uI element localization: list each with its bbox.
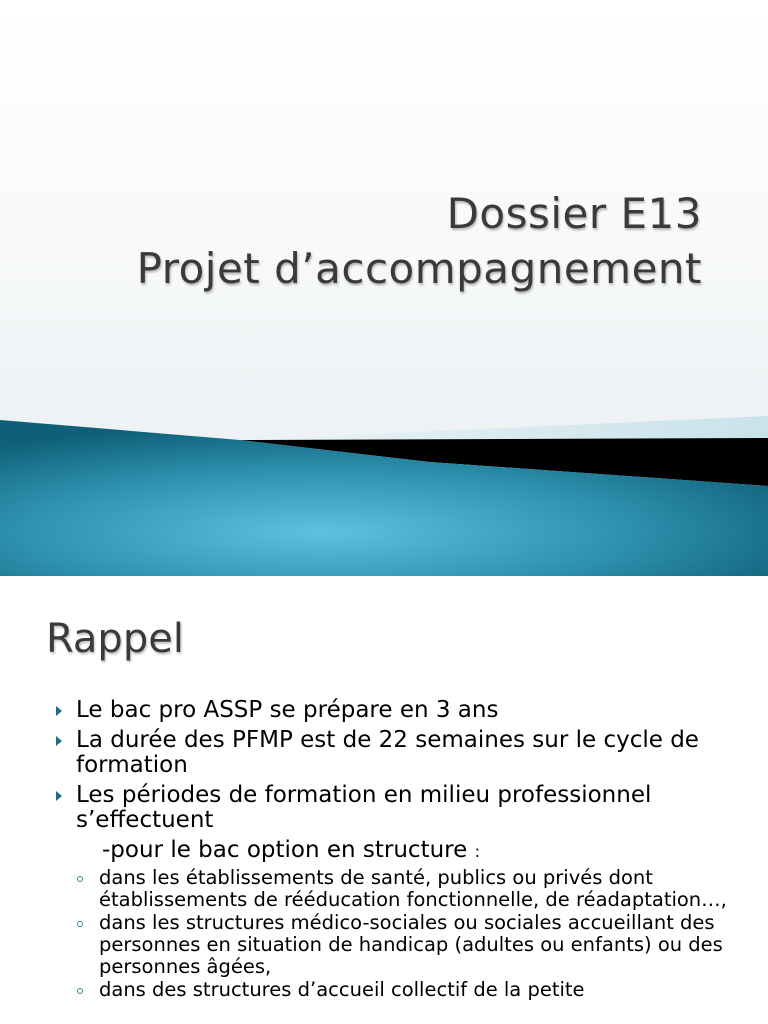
title-line-1: Dossier E13 [446,189,702,238]
bullet-list [0,698,768,1001]
sub-list-item [0,979,768,1001]
list-item-text: Le bac pro ASSP se prépare en 3 ans [76,697,499,723]
circle-bullet-icon [77,876,83,882]
triangle-bullet-icon [56,736,62,746]
sub-list-item-text: dans les établissements de santé, publics ou privés dont établissements de rééducation fonctionnelle, de réadaptation…, [99,866,727,911]
circle-bullet-icon [77,988,83,994]
sub-heading-text: -pour le bac option en structure [102,837,468,863]
list-item [0,698,768,723]
slide-title [137,186,702,296]
sub-heading-colon: : [474,842,480,861]
slide-heading: Rappel [46,616,184,662]
title-line-2: Projet d’accompagnement [136,244,702,293]
decorative-wave-band [0,400,768,576]
list-item-text: Les périodes de formation en milieu professionnel s’effectuent [76,782,652,833]
sub-heading [0,836,768,866]
light-stripe [240,416,768,442]
list-item [0,783,768,833]
sub-list-item-text: dans les structures médico-sociales ou sociales accueillant des personnes en situation de handicap (adultes ou enfants) ou des personnes âgées, [99,911,723,978]
list-item [0,728,768,778]
circle-bullet-icon [77,921,83,927]
triangle-bullet-icon [56,791,62,801]
list-item-text: La durée des PFMP est de 22 semaines sur le cycle de formation [76,727,699,778]
sub-list-item-text: dans des structures d’accueil collectif de la petite [99,978,585,1001]
sub-list-item [0,912,768,978]
content-slide [0,576,768,1024]
triangle-bullet-icon [56,706,62,716]
sub-list-item [0,867,768,911]
